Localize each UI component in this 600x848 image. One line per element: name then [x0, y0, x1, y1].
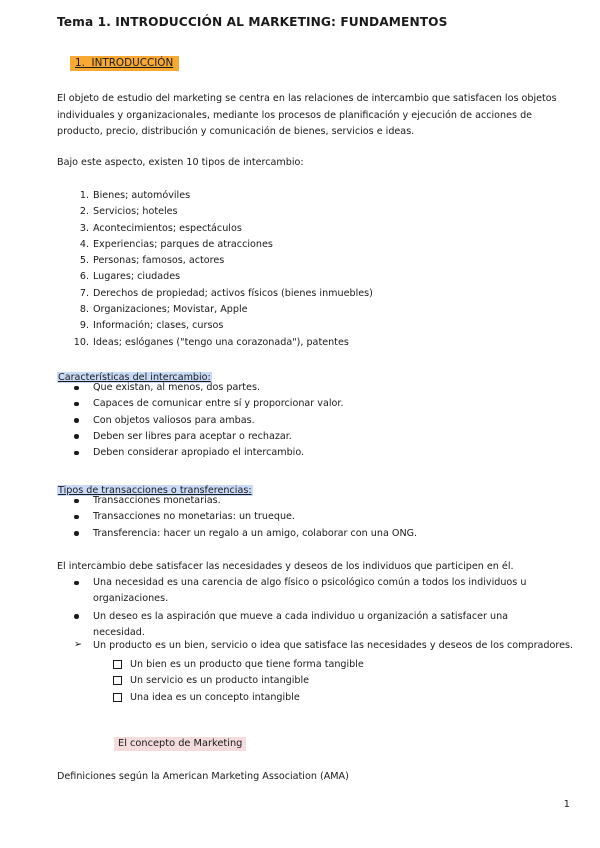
page-title: Tema 1. INTRODUCCIÓN AL MARKETING: FUNDAMENTOS [57, 15, 448, 29]
transactions-list [57, 493, 417, 542]
list-item: 10. Ideas; eslóganes ("tengo una corazonada"), patentes [73, 336, 349, 348]
list-item: Un deseo es la aspiración que mueve a cada individuo u organización a satisfacer una necesidad. [57, 609, 562, 642]
checkbox-icon [113, 693, 122, 702]
list-item: Con objetos valiosos para ambas. [57, 413, 344, 429]
arrow-bullet-icon: ➢ [74, 639, 83, 650]
list-item: 4. Experiencias; parques de atracciones [79, 238, 273, 250]
transactions-heading: Tipos de transacciones o transferencias: [58, 485, 252, 496]
list-item: Una necesidad es una carencia de algo físico o psicológico común a todos los individuos u organizaciones. [57, 575, 562, 608]
checkbox-icon [113, 676, 122, 685]
intro-paragraph: El objeto de estudio del marketing se centra en las relaciones de intercambio que satisfacen los objetos individuales y organizacionales, mediante los procesos de planificación y ejecución de acciones de producto, precio, distribución y comunicación de bienes, servicios e ideas. [57, 93, 557, 137]
exchange-types-list [57, 188, 373, 351]
bullet-icon [74, 434, 79, 439]
bullet-icon [74, 499, 79, 504]
bullet-icon [74, 581, 79, 586]
checklist-item: Una idea es un concepto intangible [57, 690, 364, 706]
ama-line: Definiciones según la American Marketing Association (AMA) [57, 771, 349, 782]
list-item: 9. Información; clases, cursos [79, 320, 224, 332]
characteristics-list [57, 380, 344, 461]
bullet-icon [74, 614, 79, 619]
list-item: 5. Personas; famosos, actores [79, 255, 225, 267]
list-item: 1. Bienes; automóviles [79, 190, 191, 201]
section-number: 1. [75, 57, 85, 69]
list-item: Deben ser libres para aceptar o rechazar. [57, 429, 344, 445]
bullet-icon [74, 451, 79, 456]
checkbox-icon [113, 660, 122, 669]
list-item: Capaces de comunicar entre sí y proporcionar valor. [57, 396, 344, 412]
checklist-item: Un servicio es un producto intangible [57, 673, 364, 689]
list-item: 3. Acontecimientos; espectáculos [79, 222, 242, 234]
bullet-icon [74, 418, 79, 423]
bullet-icon [74, 386, 79, 391]
bullet-icon [74, 515, 79, 520]
list-item: 6. Lugares; ciudades [79, 271, 181, 283]
concept-heading: El concepto de Marketing [114, 737, 246, 751]
checklist-item: Un bien es un producto que tiene forma tangible [57, 657, 364, 673]
characteristics-heading: Características del intercambio: [58, 372, 211, 383]
page-number: 1 [563, 799, 570, 810]
list-item: 2. Servicios; hoteles [79, 206, 178, 218]
list-item: Transacciones monetarias. [57, 493, 417, 509]
list-item: 7. Derechos de propiedad; activos físicos (bienes inmuebles) [79, 287, 373, 299]
list-item: Deben considerar apropiado el intercambio. [57, 445, 344, 461]
bullet-icon [74, 531, 79, 536]
product-checklist [57, 657, 364, 706]
needs-paragraph: El intercambio debe satisfacer las necesidades y deseos de los individuos que participen en él. [57, 561, 514, 572]
section-heading-introduccion [70, 56, 179, 71]
list-item: Transacciones no monetarias: un trueque. [57, 509, 417, 525]
needs-list [57, 575, 562, 641]
bullet-icon [74, 402, 79, 407]
product-statement: ➢ Un producto es un bien, servicio o idea que satisface las necesidades y deseos de los compradores. [74, 639, 574, 651]
list-item: 8. Organizaciones; Movistar, Apple [79, 304, 248, 316]
section-label: INTRODUCCIÓN [91, 57, 174, 69]
list-item: Transferencia: hacer un regalo a un amigo, colaborar con una ONG. [57, 526, 417, 542]
list-item: Que existan, al menos, dos partes. [57, 380, 344, 396]
types-intro: Bajo este aspecto, existen 10 tipos de intercambio: [57, 157, 304, 168]
